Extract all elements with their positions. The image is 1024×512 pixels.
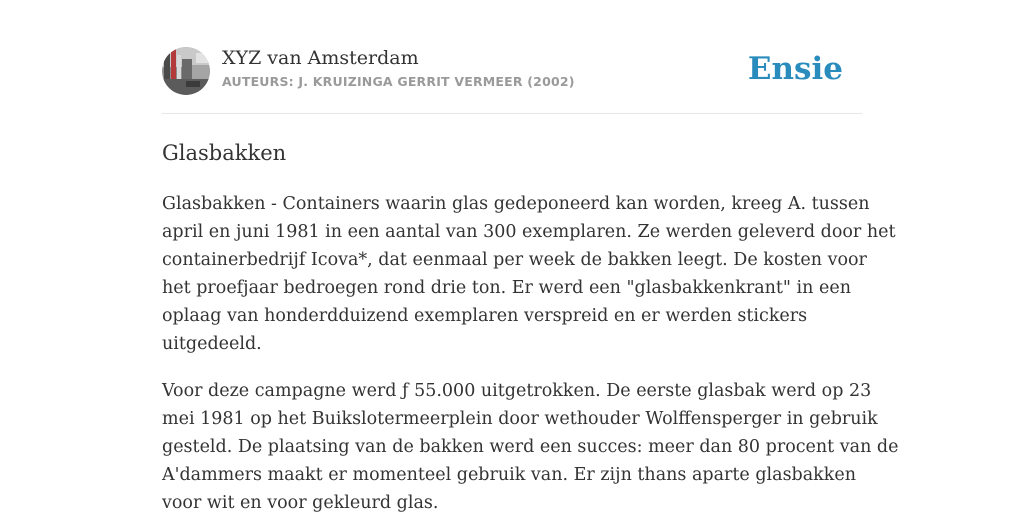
paragraph — [162, 190, 896, 358]
book-cover-avatar[interactable] — [162, 47, 210, 95]
text-line: mei 1981 op het Buikslotermeerplein door wethouder Wolffensperger in gebruik — [162, 409, 878, 429]
ensie-logo[interactable]: Ensie — [747, 51, 843, 87]
text-line: april en juni 1981 in een aantal van 300 exemplaren. Ze werden geleverd door het — [162, 222, 896, 242]
book-title[interactable]: XYZ van Amsterdam — [222, 47, 419, 69]
header — [162, 46, 862, 96]
text-line: Voor deze campagne werd ƒ 55.000 uitgetrokken. De eerste glasbak werd op 23 — [162, 381, 872, 401]
entry-body — [162, 190, 899, 512]
text-line: voor wit en voor gekleurd glas. — [162, 493, 439, 512]
text-line: het proefjaar bedroegen rond drie ton. Er werd een "glasbakkenkrant" in een — [162, 278, 851, 298]
text-line: uitgedeeld. — [162, 334, 262, 354]
authors-line: AUTEURS: J. KRUIZINGA GERRIT VERMEER (2002) — [222, 74, 575, 89]
text-line: gesteld. De plaatsing van de bakken werd een succes: meer dan 80 procent van de — [162, 437, 899, 457]
text-line: containerbedrijf Icova*, dat eenmaal per week de bakken leegt. De kosten voor — [162, 250, 867, 270]
entry-title: Glasbakken — [162, 141, 287, 165]
text-line: oplaag van honderdduizend exemplaren verspreid en er werden stickers — [162, 306, 808, 326]
paragraph — [162, 377, 899, 512]
text-line: Glasbakken - Containers waarin glas gedeponeerd kan worden, kreeg A. tussen — [162, 194, 870, 214]
header-divider — [162, 113, 862, 114]
text-line: A'dammers maakt er momenteel gebruik van. Er zijn thans aparte glasbakken — [162, 465, 857, 485]
